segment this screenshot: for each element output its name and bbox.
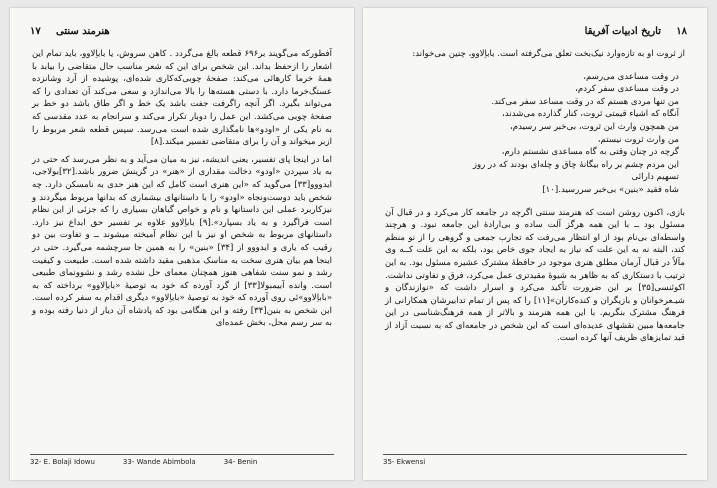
poem-line: من همچون وارث این ثروت، بی‌خبر سر رسیدم، [509, 121, 679, 132]
poem-line: شاه فقید «بنین» بی‌خبر سررسید.[۱۰] [542, 184, 679, 195]
right-paragraph: از ثروت او به تازه‌وارد نیک‌بخت تعلق می‌گرفته است. باباِلاوو، چنین می‌خواند: [412, 49, 685, 59]
poem-line: در وقت مساعدی سفر کردم، [575, 84, 679, 95]
poem-line: من تنها مردی هستم که در وقت مساعد سفر می‌کند. [491, 96, 679, 107]
footnote: 32- E. Bolaji Idowu [30, 458, 95, 466]
poem-line: آنگاه که اشیاء قیمتی ثروت، کنار گذارده می‌شدند، [502, 109, 679, 120]
poem-line: گرچه در چنان وقتی به گاه مساعدی نشستم دارم، [501, 147, 679, 158]
poem-line: این مردم چشم بر راه بیگانهٔ چاق و چله‌ای بودند که در روز [472, 159, 679, 170]
poem-line: تسهیم دارائی [631, 172, 679, 183]
left-paragraph: اما در اینجا پای تفسیر، یعنی اندیشه، نیز به میان می‌آید و به نظر می‌رسد که حتی در به یاد سپردن «اودو» دخالت مقداری از «هنر» در گزینش ضرور باشد.[۳۲]بولاجی، ایدووو[۳۳] می‌گوید که «این هنری است کامل که این هنر حدی به نامسکن دارد. چه شخص باید دوست‌ونجاه «اودو» را با داستانهای بیشماری که بدانها مربوط میگردند و نیزکاربرد عملی این داستانها و نام و خواص گیاهان بسیاری را که جزئی از این نظام است فراگیرد و به یاد بسپارد».[۹] باباِلاوو علاوه بر تفسیر حق ابداع نیز دارد. داستانهای مربوط به شخص او نیز با این نظام آمیخته میشوند ــ و تفاوت بین دو رقیب که یاری و ایدووو از [۳۴] «بنین» را به همین جا سرچشمه می‌گیرد. حتی در اینجا هم بیان هنری سخت به مناسک مذهبی مقید داشته شده است. طبیعت و کیفیت رشد و نمو سنت شفاهی هنوز همچنان معمای حل نشده رشد و نشوونمای طبیعی است. وانده آبیمبولا[۳۳] از گرد آورده که خود به توصیهٔ «باباِلاوو» برداخته که به «باباِلاوو»ئی روی آورده که خود به توصیهٔ «باباِلاوو» دیگری اقدام به سفر کرده است. این شخص به بنین[۳۴] رفته و این هنگامی بود که پادشاه آن دیار از دنیا رفته بوده و به سر رسم محل، بخش عمده‌ای [32, 154, 332, 329]
left-running-head: هنرمند سنتی [56, 26, 110, 37]
left-paragraph: آفطورکه می‌گویند بر۶۹۶ قطعه بالغ می‌گردد . کاهن سروش، یا باباِلاوو، باید تمام این اشعار را ازحفظ بداند. این شخص برای این که شعر مناسب حال متقاضی را بیابد با همهٔ خرما کارهائی می‌کند: صفحهٔ چوبی‌که‌کاری شده‌ای، پوشیده از آرد وشانزده عستگ‌خرما دارد. با دستی هسته‌ها را بالا می‌اندازد و سعی می‌کند آن تعدادی را که می‌تواند بگیرد. اگر آنچه راگرفت جفت باشد یک خط و اگر طاق باشد دو خط بر صفحهٔ چوبی می‌کشد. این عمل را دوبار تکرار می‌کند و سرانجام به عدد مقدسی که به نام یکی از «اودو»ها نامگذاری شده است می‌رسد. سپس قطعه شعر مربوط را ازبر میخواند و آن را برای متقاضی تفسیر میکند.[۸] [32, 49, 332, 148]
left-page-number: ۱۷ [30, 26, 41, 37]
right-page-body [385, 48, 685, 446]
poem-block [385, 71, 679, 197]
left-footnotes [30, 454, 334, 466]
right-footnotes [383, 454, 687, 466]
footnote: 33- Wande Abimbola [122, 458, 196, 466]
left-page [10, 8, 354, 480]
footnote: 34- Benin [223, 458, 258, 466]
footnote: 35- Ekwensi [383, 458, 426, 466]
right-running-head: تاریخ ادبیات آفریقا [584, 26, 661, 37]
book-spread [10, 8, 707, 480]
right-paragraph: بازی، اکنون روشن است که هنرمند سنتی اگرچه در جامعه کار می‌کرد و در قبال آن مسئول بود ــ با این همه هرگز آلت ساده و بی‌ارادهٔ این جامعه نبود. و هرچند واسطه‌ای بی‌نام بود از او انتظار می‌رفت که تجارب جمعی و گروهی را از نو منظم کند، البته نه به این علت که نیاز به ایجاد جوی خاص بود، بلکه به این علت کــه وی مآلاً در قبال آرمان مطلق هنری موجود در حافظهٔ مشترک عشیره مسئول بود. به این ترتیب با دستکاری که به ظاهر به شیوهٔ مقیدتری عمل می‌کرد، فرق و تفاوتی نداشت. اکوئنسی[۳۵] بر این ضرورت تأکید می‌کرد و اسرار داشت که «نوازندگان و شیـعرخوانان و بازیگران و کنده‌کاران»[۱۱] را که پس از تمام تدابیرشان همکارانی از فرهنگ مشترک بنگریم. با این همه هنرمند و بالاتر از همه فرهنگ‌شناسی در این جامعه‌ها مبین نقشهای عدیده‌ای است که این شخص در جامعه‌ای که به نسبت آزاد از قید تمایزهای ظریف آنها کرده است. [385, 207, 685, 344]
right-page [363, 8, 707, 480]
left-page-body [32, 48, 332, 446]
left-page-header [30, 26, 334, 42]
right-page-header [383, 26, 687, 42]
right-page-number: ۱۸ [676, 26, 687, 37]
poem-line: من وارث ثروت نیستم، [597, 134, 679, 145]
poem-line: در وقت مساعدی می‌رسم، [583, 71, 679, 82]
